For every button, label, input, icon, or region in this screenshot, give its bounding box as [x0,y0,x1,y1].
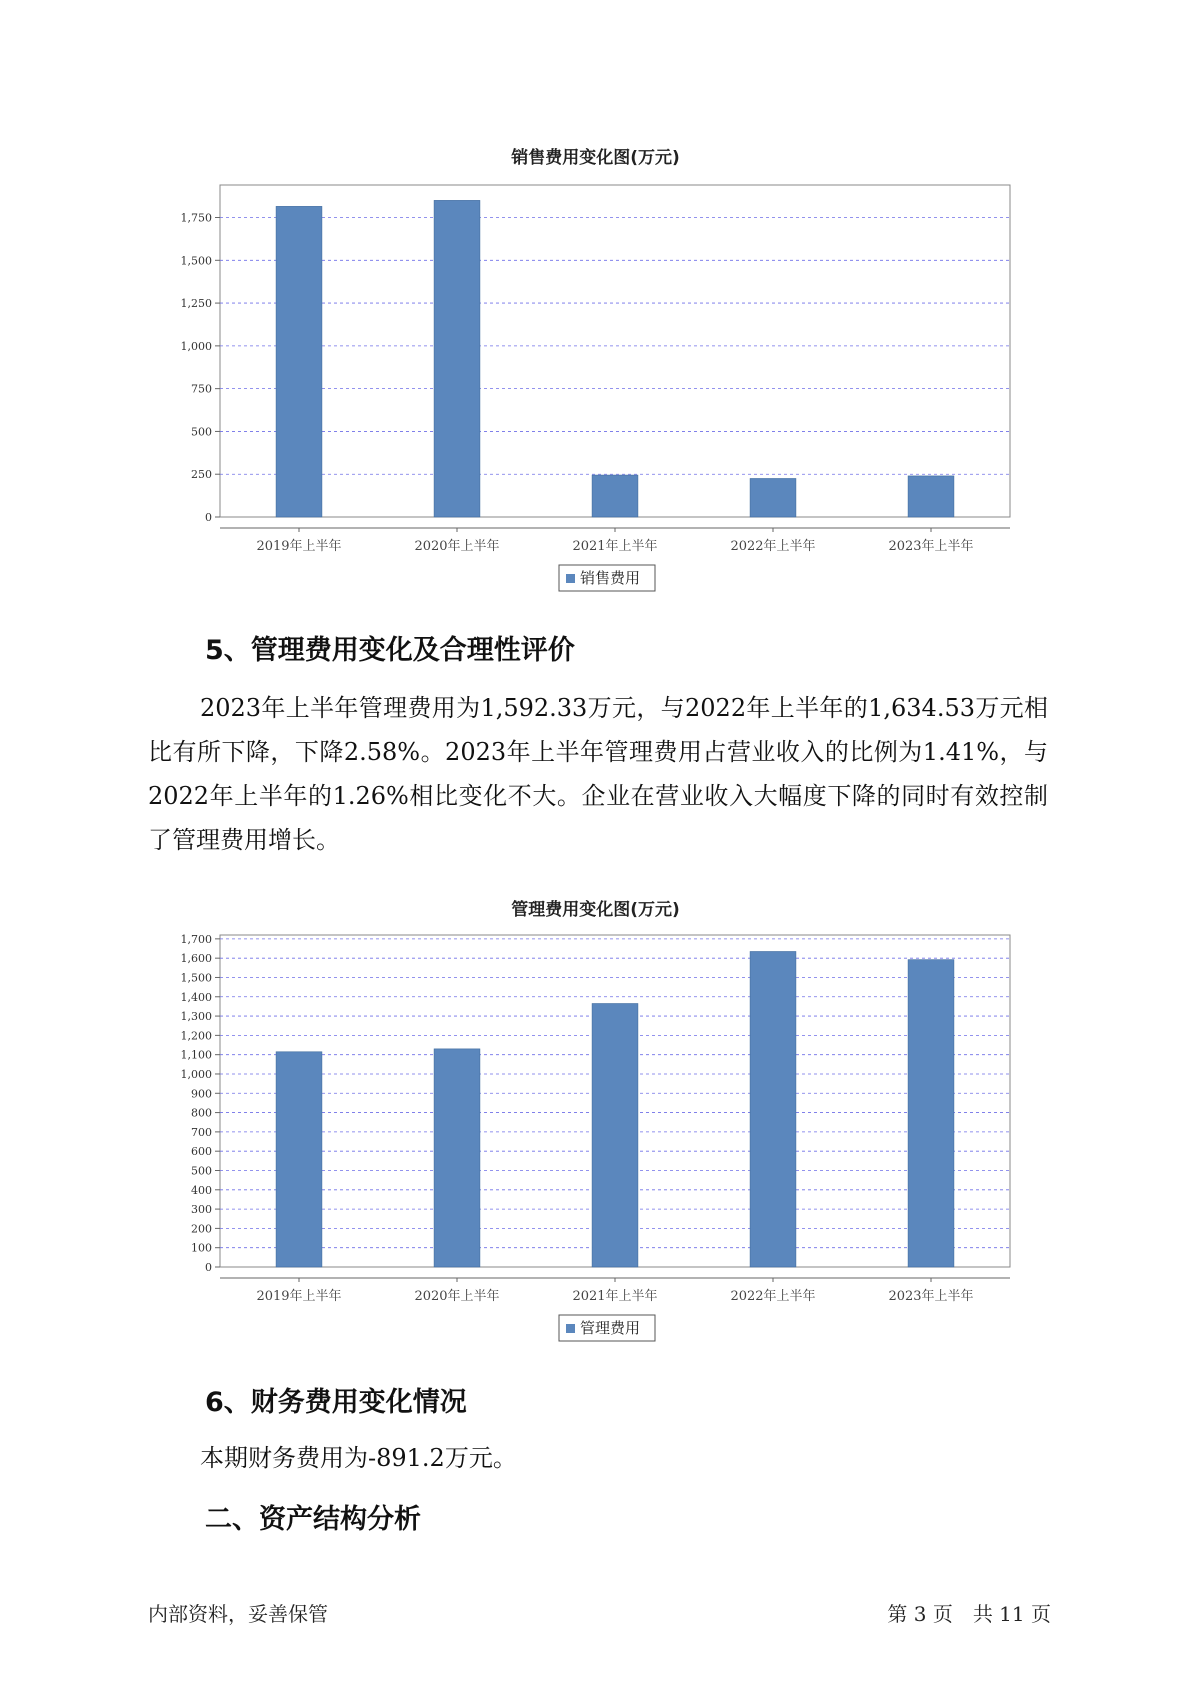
section-6-heading: 6、财务费用变化情况 [205,1387,467,1418]
admin-expense-chart [150,925,1030,1345]
y-tick-label: 800 [191,1106,212,1120]
y-tick-label: 500 [191,1164,212,1178]
sales-expense-chart-title: 销售费用变化图(万元) [511,148,680,168]
x-tick-label: 2021年上半年 [572,1289,658,1304]
y-tick-label: 1,250 [180,297,212,311]
y-tick-label: 400 [191,1183,212,1197]
y-tick-label: 1,500 [180,254,212,268]
section-6-paragraph [148,1436,1048,1480]
plot-area [220,185,1010,517]
y-tick-label: 1,600 [180,952,212,966]
x-tick-label: 2023年上半年 [888,539,974,554]
y-tick-label: 1,400 [180,990,212,1004]
legend-label: 销售费用 [580,569,641,587]
admin-expense-chart-title: 管理费用变化图(万元) [511,900,680,920]
section-5-paragraph [148,686,1048,862]
y-tick-label: 200 [191,1222,212,1236]
bar-4 [750,951,796,1267]
y-tick-label: 1,200 [180,1029,212,1043]
sales-expense-chart [150,175,1030,595]
bar-2 [434,200,480,517]
bar-5 [908,960,954,1267]
y-tick-label: 1,000 [180,1067,212,1081]
y-tick-label: 500 [191,425,212,439]
y-tick-label: 1,300 [180,1010,212,1024]
y-tick-label: 1,000 [180,339,212,353]
x-tick-label: 2023年上半年 [888,1289,974,1304]
bar-1 [276,1052,322,1267]
x-tick-label: 2019年上半年 [256,539,342,554]
legend-swatch [566,1324,575,1333]
y-tick-label: 0 [205,1261,212,1274]
x-tick-label: 2021年上半年 [572,539,658,554]
y-tick-label: 750 [191,382,212,396]
y-tick-label: 1,500 [180,971,212,985]
bar-3 [592,475,638,517]
y-tick-label: 700 [191,1125,212,1139]
bar-3 [592,1004,638,1267]
y-tick-label: 1,100 [180,1048,212,1062]
x-tick-label: 2022年上半年 [730,1289,816,1304]
section-6-paragraph-text: 本期财务费用为-891.2万元。 [200,1444,517,1472]
y-tick-label: 300 [191,1203,212,1217]
x-tick-label: 2020年上半年 [414,539,500,554]
footer-page-number: 第 3 页 共 11 页 [887,1602,1051,1626]
section-5-paragraph-text: 2023年上半年管理费用为1,592.33万元，与2022年上半年的1,634.53万元相比有所下降，下降2.58%。2023年上半年管理费用占营业收入的比例为1.41%，与2022年上半年的1.26%相比变化不大。企业在营业收入大幅度下降的同时有效控制了管理费用增长。 [148,694,1048,854]
x-tick-label: 2019年上半年 [256,1289,342,1304]
y-tick-label: 1,700 [180,932,212,946]
legend-swatch [566,574,575,583]
legend-label: 管理费用 [580,1319,641,1337]
bar-2 [434,1049,480,1267]
section-5-heading: 5、管理费用变化及合理性评价 [205,635,575,666]
y-tick-label: 100 [191,1241,212,1255]
section-two-heading: 二、资产结构分析 [205,1504,421,1535]
y-tick-label: 250 [191,468,212,482]
bar-5 [908,476,954,517]
bar-1 [276,206,322,517]
x-tick-label: 2022年上半年 [730,539,816,554]
y-tick-label: 1,750 [180,211,212,225]
y-tick-label: 900 [191,1087,212,1101]
footer-confidential-note: 内部资料，妥善保管 [148,1602,328,1626]
bar-4 [750,478,796,517]
y-tick-label: 600 [191,1145,212,1159]
x-tick-label: 2020年上半年 [414,1289,500,1304]
y-tick-label: 0 [205,511,212,524]
